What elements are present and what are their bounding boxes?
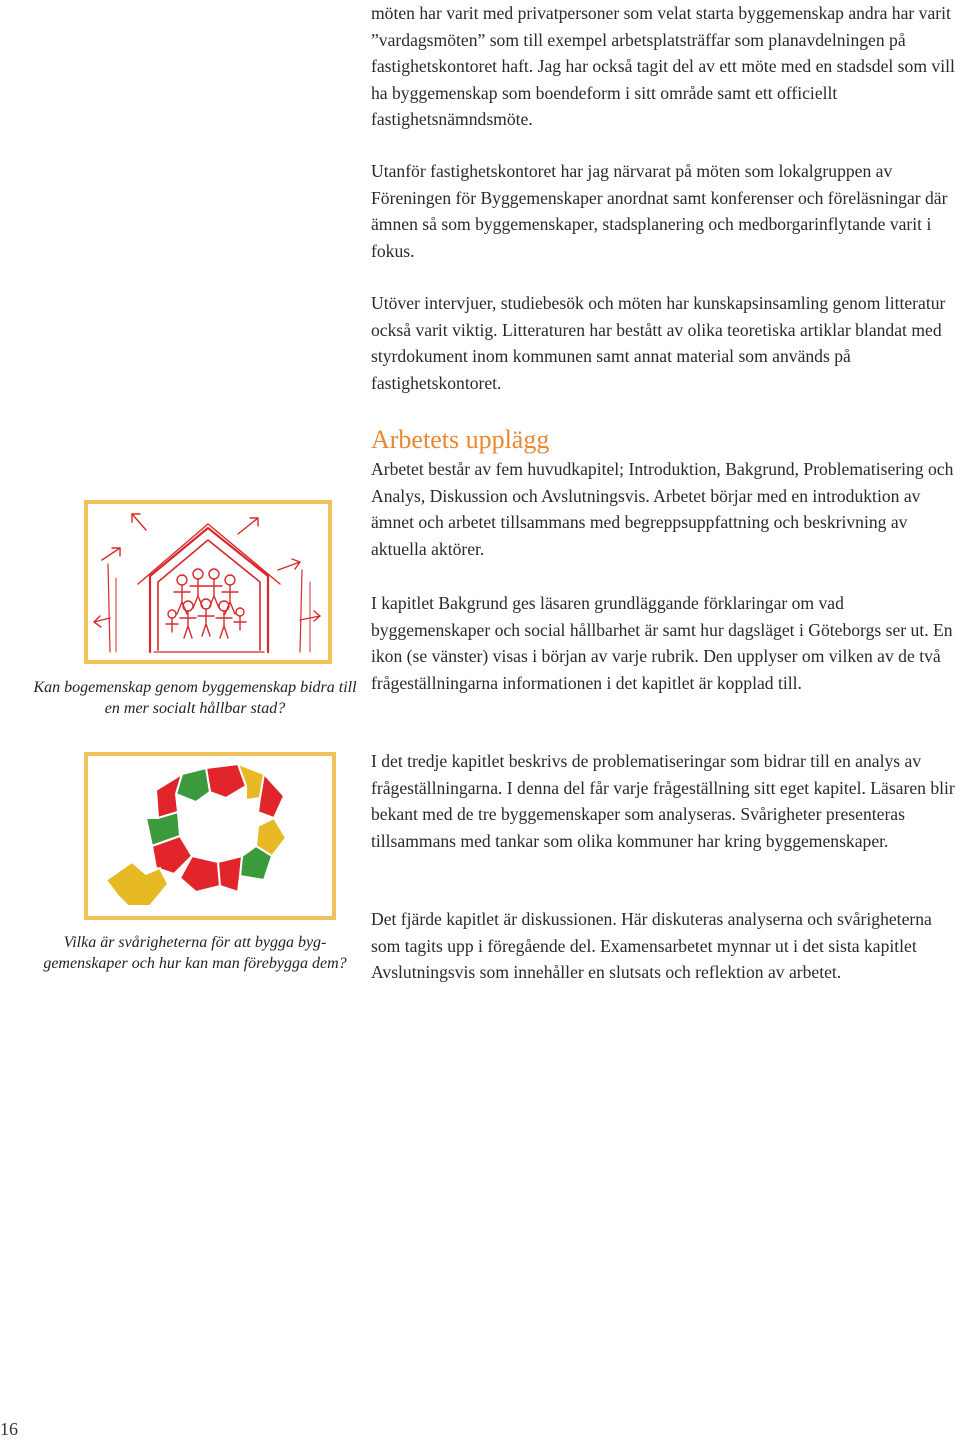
paragraph-text: I kapitlet Bakgrund ges läsaren grundläggande förklaringar om vad byggemenskaper och social hållbarhet är samt hur dagsläget i Göteborgs ser ut. En ikon (se vänster) visas i början av varje rubrik. Den upplyser om vilken av de två frågeställningarna informationen i det kapitlet är kopplad till. — [371, 593, 953, 693]
figure-caption-question-1: Kan bogemenskap genom byggemenskap bidra till en mer socialt hållbar stad? — [33, 679, 357, 717]
paragraph-text: Det fjärde kapitlet är diskussionen. Här diskuteras analyserna och svårigheterna som tagits upp i föregående del. Examensarbetet mynnar ut i det sista kapitlet Avslutningsvis som innehåller en slutsats och reflektion av arbetet. — [371, 909, 932, 982]
paragraph-text: Utanför fastighetskontoret har jag närvarat på möten som lokalgruppen av Föreningen för Byggemenskaper anordnat samt konferenser och föreläsningar där ämnen så som byggemenskaper, stadsplanering och medborgarinflytande varit i fokus. — [371, 161, 948, 261]
section-heading: Arbetets upplägg — [371, 425, 550, 454]
figure-puzzle-ring — [84, 752, 336, 920]
puzzle-ring-icon — [88, 756, 332, 916]
figure-house-people — [84, 500, 332, 664]
paragraph-background-chapter — [371, 590, 960, 696]
paragraph-literature — [371, 290, 960, 396]
paragraph-fourth-chapter — [371, 906, 960, 986]
paragraph-text: möten har varit med privatpersoner som velat starta byggemenskap andra har varit ”vardagsmöten” som till exempel arbetsplatsträffar som planavdelningen på fastighetskontoret haft. Jag har också tagit del av ett möte med en stadsdel som vill ha byggemenskap som boendeform i sitt område samt ett officiellt fastighetsnämndsmöte. — [371, 3, 955, 129]
paragraph-text: Utöver intervjuer, studiebesök och möten har kunskapsinsamling genom litteratur också varit viktig. Litteraturen har bestått av olika teoretiska artiklar blandat med styrdokument inom kommunen samt annat material som används på fastighetskontoret. — [371, 293, 946, 393]
paragraph-external-meetings — [371, 158, 960, 264]
paragraph-text: I det tredje kapitlet beskrivs de problematiseringar som bidrar till en analys av frågeställningarna. I denna del får varje frågeställning sitt eget kapitel. Läsaren blir bekant med de tre byggemenskaper som analyseras. Svårigheter presenteras tillsammans med tankar som olika kommuner har kring byggemenskaper. — [371, 751, 955, 851]
paragraph-methods-meetings — [371, 0, 960, 133]
paragraph-structure — [371, 456, 960, 562]
page-number: 16 — [0, 1419, 18, 1439]
paragraph-text: Arbetet består av fem huvudkapitel; Introduktion, Bakgrund, Problematisering och Analys, Diskussion och Avslutningsvis. Arbetet börjar med en introduktion av ämnet och arbetet tillsammans med begreppsuppfattning och beskrivning av aktuella aktörer. — [371, 459, 954, 559]
house-people-sketch-icon — [88, 504, 328, 660]
paragraph-third-chapter — [371, 748, 960, 854]
figure-caption-question-2: Vilka är svårigheterna för att bygga byg-gemenskaper och hur kan man förebygga dem? — [43, 934, 347, 972]
